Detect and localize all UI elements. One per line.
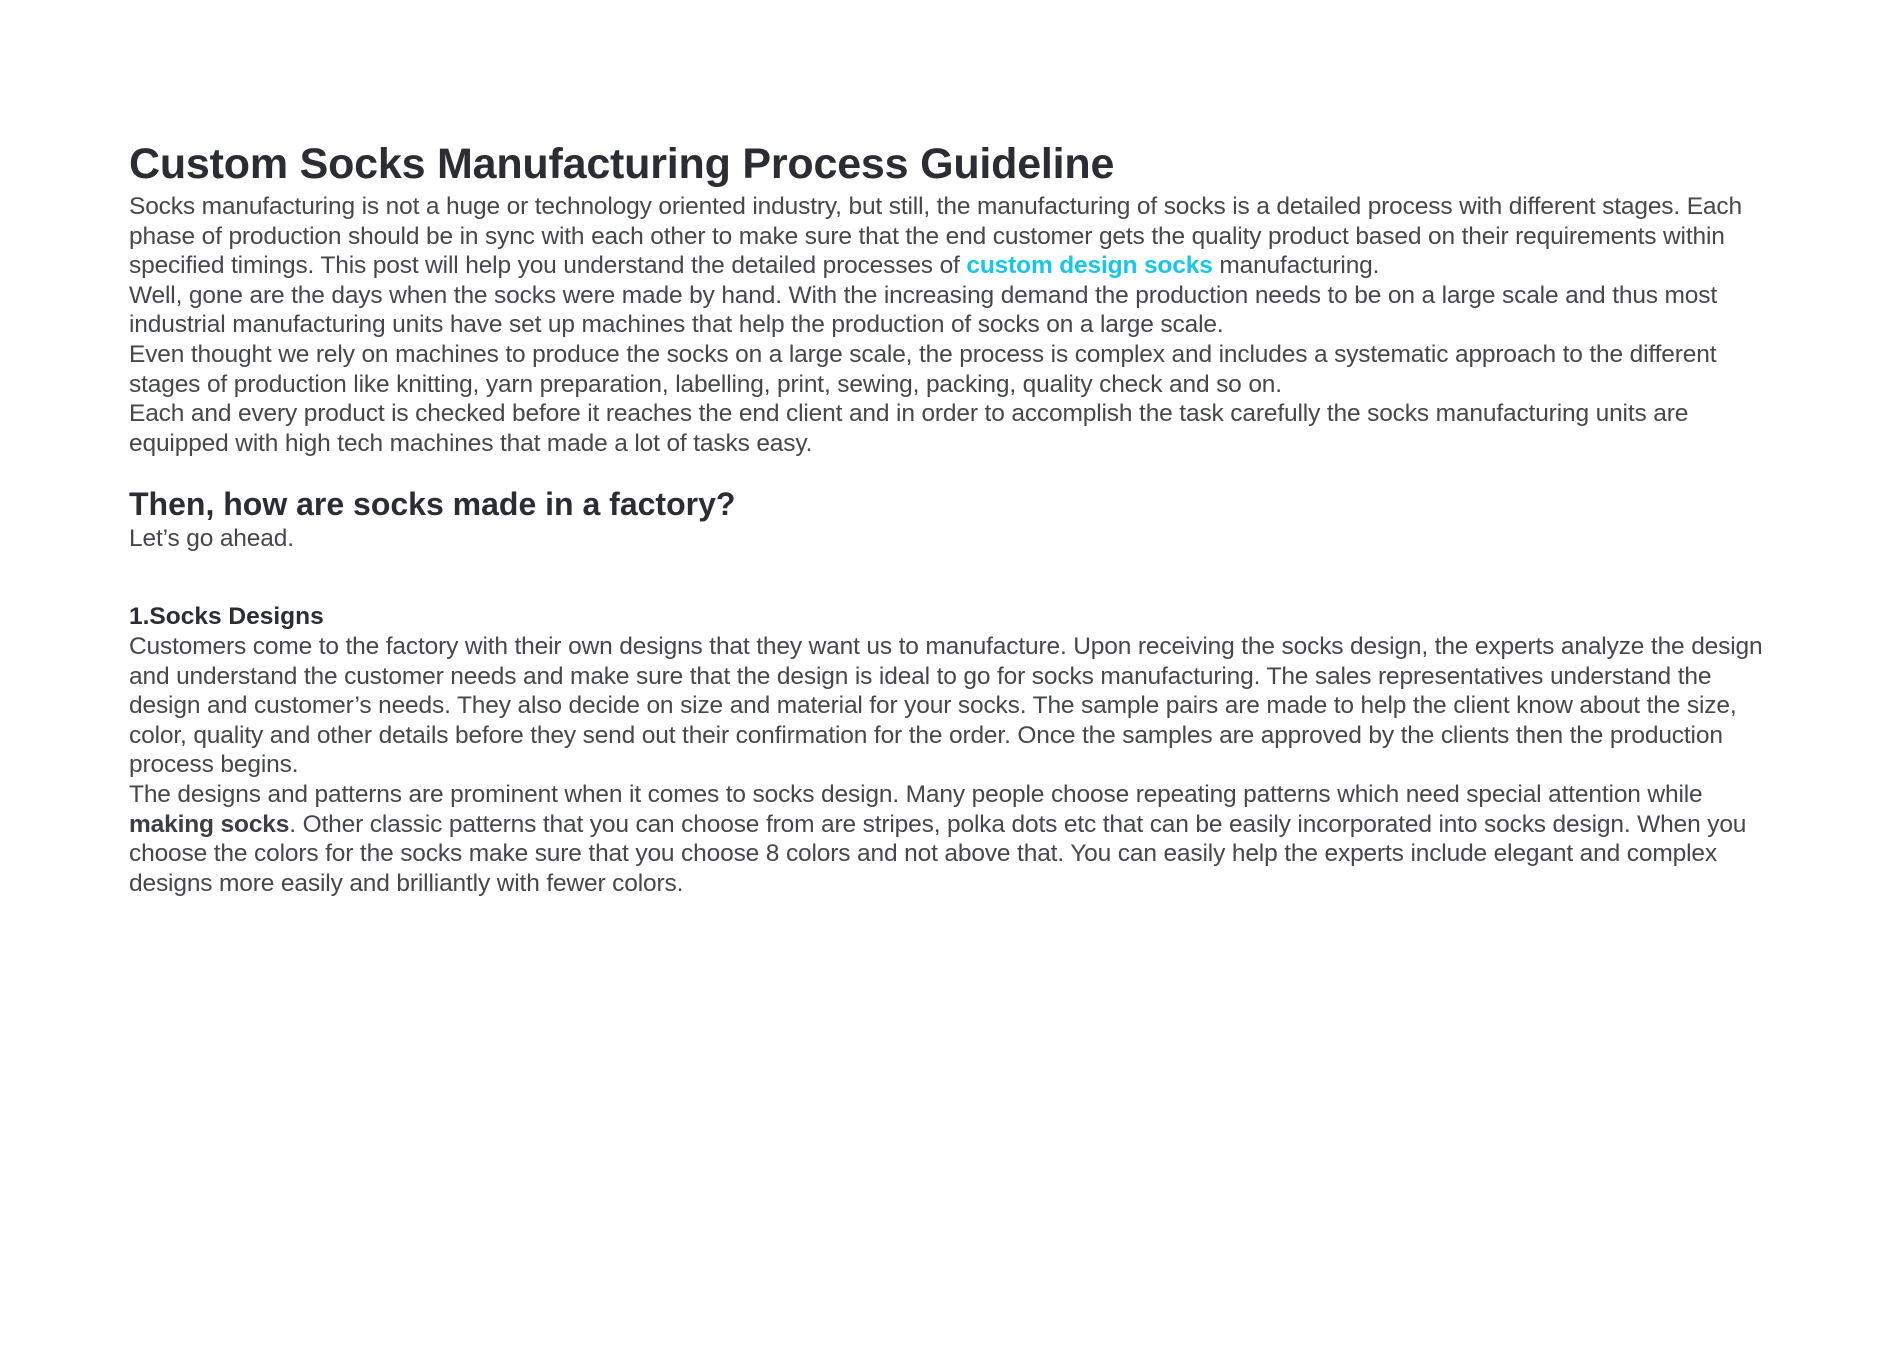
intro-paragraph-2: Well, gone are the days when the socks were made by hand. With the increasing demand the production needs to be on a large scale and thus most industrial manufacturing units have set up machines that help the production of socks on a large scale.: [129, 281, 1718, 339]
subsection-paragraph-2-tail: . Other classic patterns that you can choose from are stripes, polka dots etc that can be easily incorporated into socks design. When you choose the colors for the socks make sure that you choose 8 colors and not above that. You can easily help the experts include elegant and complex designs more easily and brilliantly with fewer colors.: [129, 810, 1747, 897]
making-socks-emphasis: making socks: [129, 810, 290, 838]
subsection-heading: 1.Socks Designs: [129, 602, 324, 630]
subsection-paragraph-1: Customers come to the factory with their own designs that they want us to manufacture. Upon receiving the socks design, the experts analyze the design and understand the customer needs and make sure that the design is ideal to go for socks manufacturing. The sales representatives understand the design and customer’s needs. They also decide on size and material for your socks. The sample pairs are made to help the client know about the size, color, quality and other details before they send out their confirmation for the order. Once the samples are approved by the clients then the production process begins.: [129, 632, 1763, 779]
subsection-paragraph-2: [129, 780, 1789, 898]
subsection-paragraph-2-text: The designs and patterns are prominent when it comes to socks design. Many people choose repeating patterns which need special attention while: [129, 780, 1703, 808]
section-heading: Then, how are socks made in a factory?: [129, 486, 736, 523]
intro-paragraph-1: [129, 192, 1789, 281]
intro-paragraph-3: Even thought we rely on machines to produce the socks on a large scale, the process is complex and includes a systematic approach to the different stages of production like knitting, yarn preparation, labelling, print, sewing, packing, quality check and so on.: [129, 340, 1717, 398]
intro-paragraph-1-tail: manufacturing.: [1212, 252, 1380, 280]
page-title: Custom Socks Manufacturing Process Guideline: [129, 140, 1115, 188]
intro-paragraph-1-text: Socks manufacturing is not a huge or technology oriented industry, but still, the manufacturing of socks is a detailed process with different stages. Each phase of production should be in sync with each other to make sure that the end customer gets the quality product based on their requirements within specified timings. This post will help you understand the detailed processes of: [129, 193, 1742, 280]
intro-paragraph-4: Each and every product is checked before it reaches the end client and in order to accomplish the task carefully the socks manufacturing units are equipped with high tech machines that made a lot of tasks easy.: [129, 400, 1689, 457]
section-lead: Let’s go ahead.: [129, 525, 294, 553]
document-content: [129, 136, 1789, 898]
custom-design-socks-link[interactable]: custom design socks: [966, 252, 1213, 280]
